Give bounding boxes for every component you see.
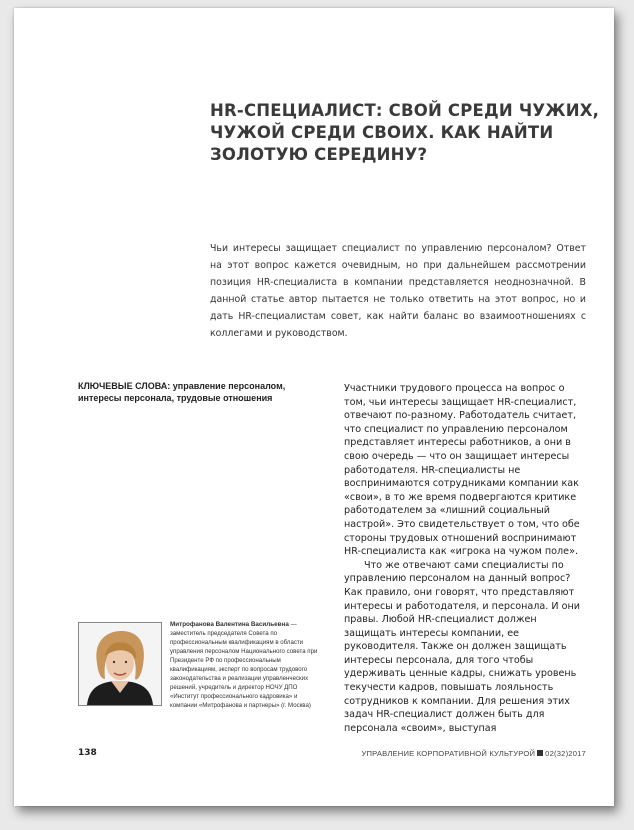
keywords-block [78, 380, 318, 404]
journal-footer [361, 749, 586, 758]
article-title-line: ЗОЛОТУЮ СЕРЕДИНУ? [210, 145, 428, 164]
article-title-line: ЧУЖОЙ СРЕДИ СВОИХ. КАК НАЙТИ [210, 123, 554, 142]
author-bio: — заместитель председателя Совета по профессиональным квалификациям в области управления персоналом Национального совета при Президенте РФ по профессиональным квалификациям, эксперт по вопросам трудового законодательства и реализации управленческих решений, учредитель и директор НОЧУ ДПО «Институт профессионального кадровика» и компании «Митрофанова и партнеры» (г. Москва) [170, 621, 318, 709]
page-number: 138 [78, 748, 97, 758]
body-paragraph: Что же отвечают сами специалисты по управлению персоналом на данный вопрос? Как правило, они говорят, что представляют интересы и работодателя, и персонала. И они правы. Любой HR-специалист должен защищать интересы компании, ее руководителя. Также он должен защищать интересы персонала, для того чтобы удерживать ценные кадры, снижать уровень текучести кадров, повышать лояльность сотрудников к компании. Для решения этих задач HR-специалист должен быть для персонала «своим», выступая [344, 559, 580, 734]
article-title [210, 100, 600, 166]
journal-name: УПРАВЛЕНИЕ КОРПОРАТИВНОЙ КУЛЬТУРОЙ [361, 749, 536, 758]
journal-page [14, 8, 614, 806]
article-body [344, 382, 588, 735]
author-portrait-icon [79, 623, 161, 705]
keywords-label: КЛЮЧЕВЫЕ СЛОВА: [78, 381, 171, 391]
author-photo [78, 622, 162, 706]
author-info [170, 620, 326, 710]
journal-issue: 02(32)2017 [545, 749, 586, 758]
square-bullet-icon [537, 750, 543, 756]
article-abstract: Чьи интересы защищает специалист по управлению персоналом? Ответ на этот вопрос кажется очевидным, но при дальнейшем рассмотрении позиция HR-специалиста в компании представляется неоднозначной. В данной статье автор пытается не только ответить на этот вопрос, но и дать HR-специалистам совет, как найти баланс во взаимоотношениях с коллегами и руководством. [210, 243, 586, 339]
author-name: Митрофанова Валентина Васильевна [170, 621, 289, 628]
keywords-text: управление персоналом, интересы персонала, трудовые отношения [78, 381, 286, 403]
article-title-line: HR-СПЕЦИАЛИСТ: СВОЙ СРЕДИ ЧУЖИХ, [210, 101, 600, 120]
body-paragraph: Участники трудового процесса на вопрос о том, чьи интересы защищает HR-специалист, отвечают по-разному. Работодатель считает, что специалист по управлению персоналом представляет интересы работников, а они в свою очередь — что он защищает интересы работодателя. HR-специалисты не воспринимаются сотрудниками компании как «свои», в то же время подвергаются критике работодателем за «лишний социальный настрой». Это свидетельствует о том, что обе стороны трудовых отношений воспринимают HR-специалиста как «игрока на чужом поле». [344, 383, 580, 558]
